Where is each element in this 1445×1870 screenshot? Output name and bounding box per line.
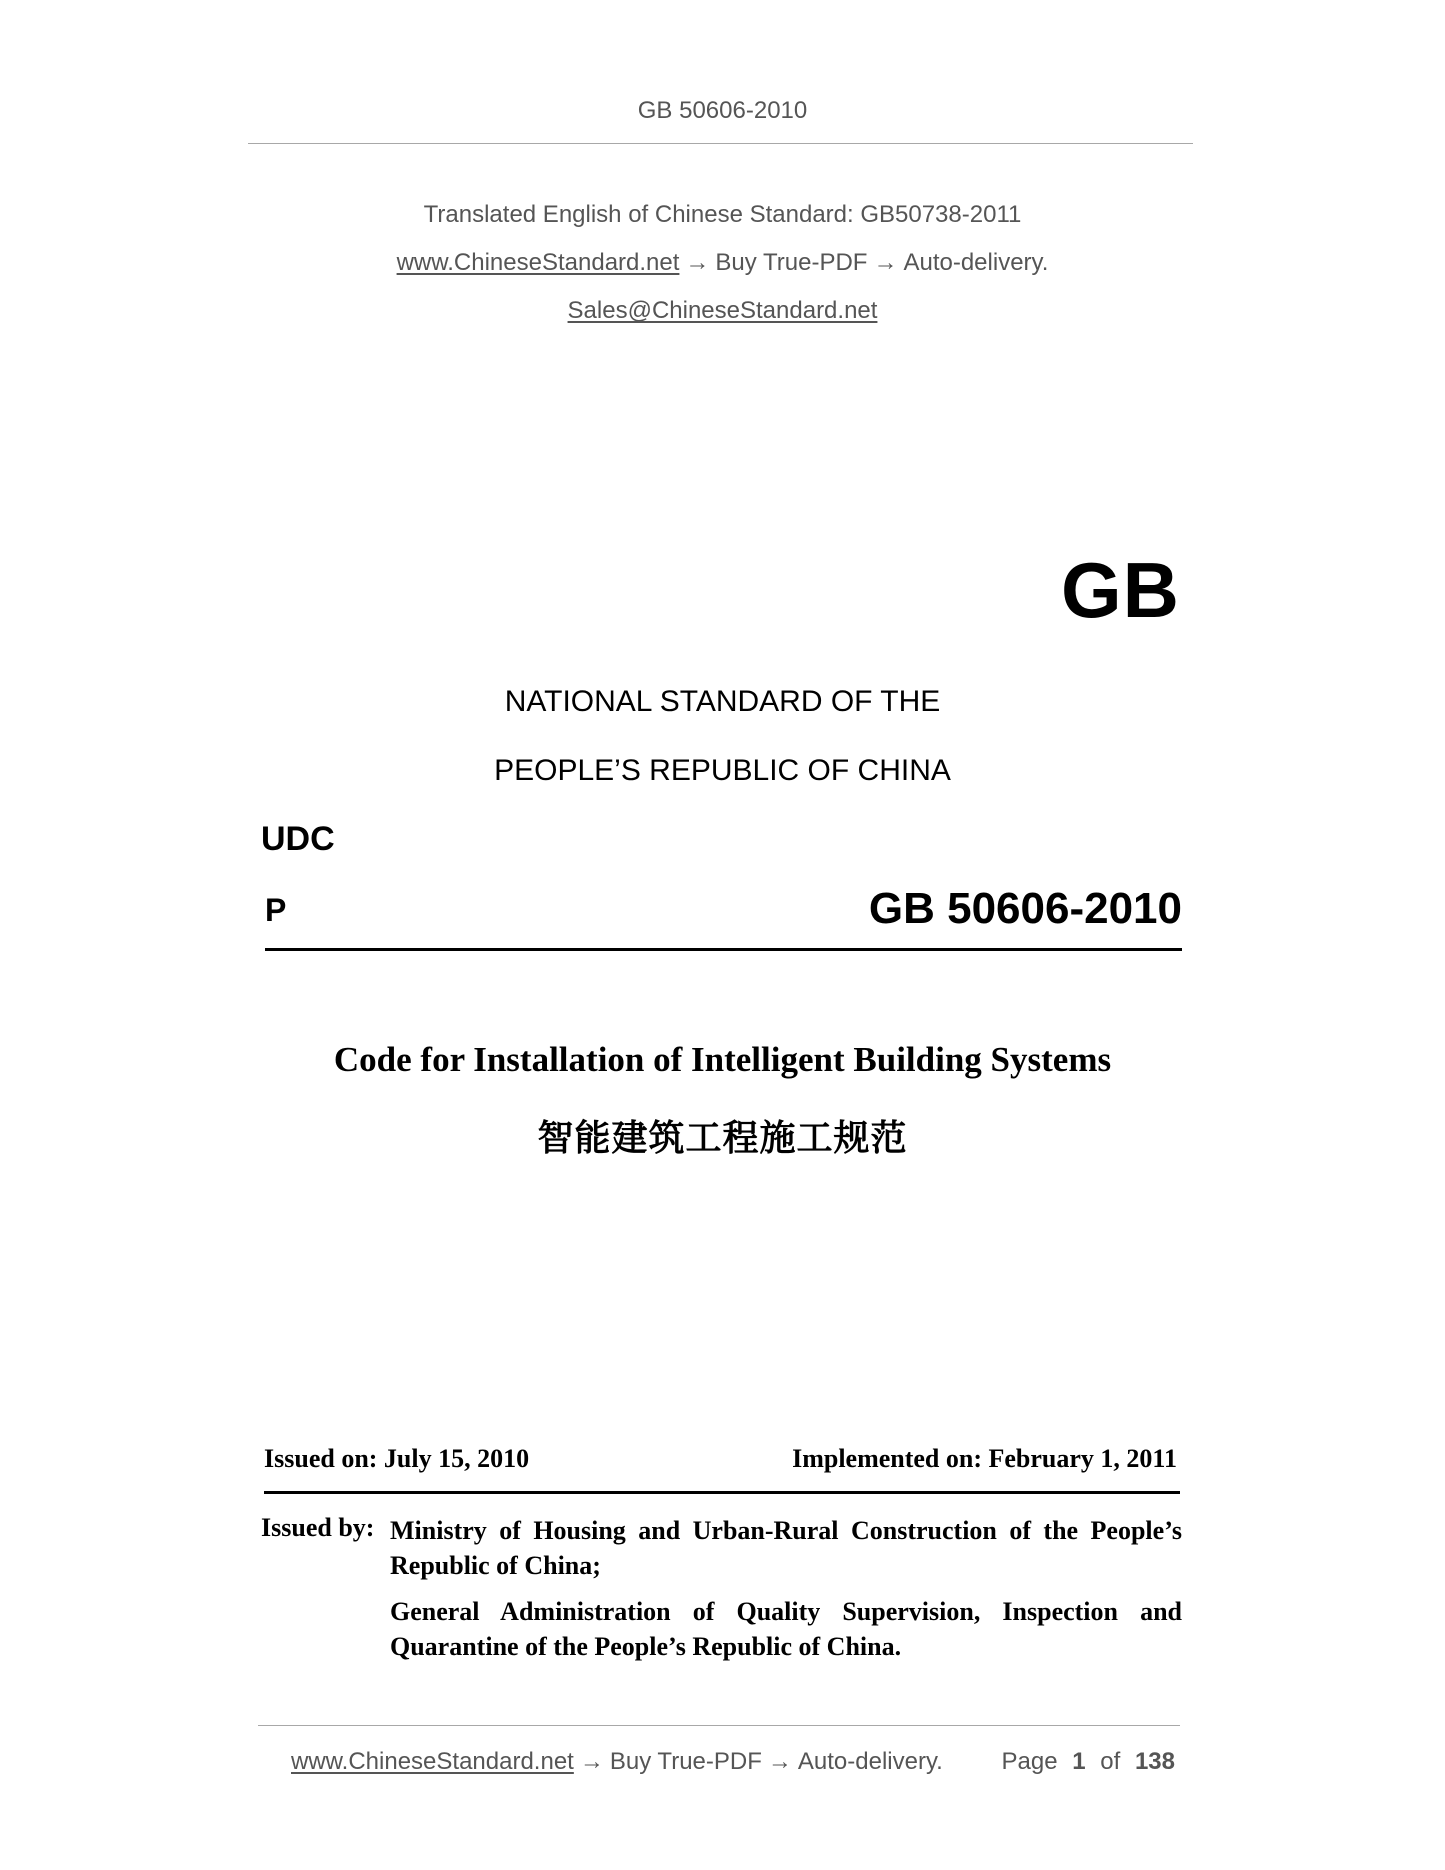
translated-notice: Translated English of Chinese Standard: GB50738-2011 — [423, 201, 1022, 228]
dates-divider — [264, 1491, 1180, 1494]
page-current: 1 — [1072, 1748, 1086, 1775]
implemented-on-date: Implemented on: February 1, 2011 — [792, 1444, 1177, 1473]
issued-by-label: Issued by: — [261, 1513, 375, 1542]
header-divider — [248, 143, 1193, 144]
national-standard-line-2: PEOPLE’S REPUBLIC OF CHINA — [494, 754, 951, 787]
udc-label: UDC — [261, 820, 335, 858]
issued-on-date: Issued on: July 15, 2010 — [264, 1444, 530, 1473]
sales-email-link[interactable]: Sales@ChineseStandard.net — [567, 297, 878, 324]
footer-divider — [258, 1725, 1180, 1726]
buy-true-pdf-text: Buy True-PDF — [715, 249, 868, 276]
email-line — [0, 297, 1445, 325]
header-doc-id: GB 50606-2010 — [637, 97, 808, 124]
arrow-icon: → — [873, 249, 898, 276]
footer-purchase-line — [291, 1748, 943, 1776]
title-chinese: 智能建筑工程施工规范 — [537, 1117, 908, 1158]
national-standard-line-1: NATIONAL STANDARD OF THE — [504, 685, 941, 718]
issuer-1-line-1: Ministry of Housing and Urban-Rural Construction of the People’s — [390, 1516, 1182, 1545]
page-indicator — [1002, 1748, 1176, 1776]
issuer-2-line-2: Quarantine of the People’s Republic of China. — [390, 1632, 902, 1661]
standard-number: GB 50606-2010 — [868, 884, 1182, 933]
issuer-1-line-2: Republic of China; — [390, 1551, 601, 1580]
page-label: Page — [1001, 1748, 1058, 1775]
p-label: P — [265, 892, 287, 928]
footer-buy-text: Buy True-PDF — [609, 1748, 762, 1775]
title-english: Code for Installation of Intelligent Building Systems — [333, 1040, 1112, 1079]
arrow-icon: → — [767, 1748, 792, 1775]
gb-mark: GB — [1061, 546, 1180, 634]
purchase-line — [0, 249, 1445, 277]
site-link[interactable]: www.ChineseStandard.net — [396, 249, 680, 276]
issuer-2-line-1: General Administration of Quality Supervision, Inspection and — [390, 1597, 1182, 1626]
arrow-icon: → — [685, 249, 710, 276]
footer-delivery-text: Auto-delivery. — [797, 1748, 943, 1775]
auto-delivery-text: Auto-delivery. — [903, 249, 1049, 276]
footer-site-link[interactable]: www.ChineseStandard.net — [291, 1748, 574, 1775]
page-total: 138 — [1134, 1748, 1175, 1775]
page-of-label: of — [1100, 1748, 1121, 1775]
standard-number-divider — [265, 948, 1182, 951]
arrow-icon: → — [579, 1748, 604, 1775]
